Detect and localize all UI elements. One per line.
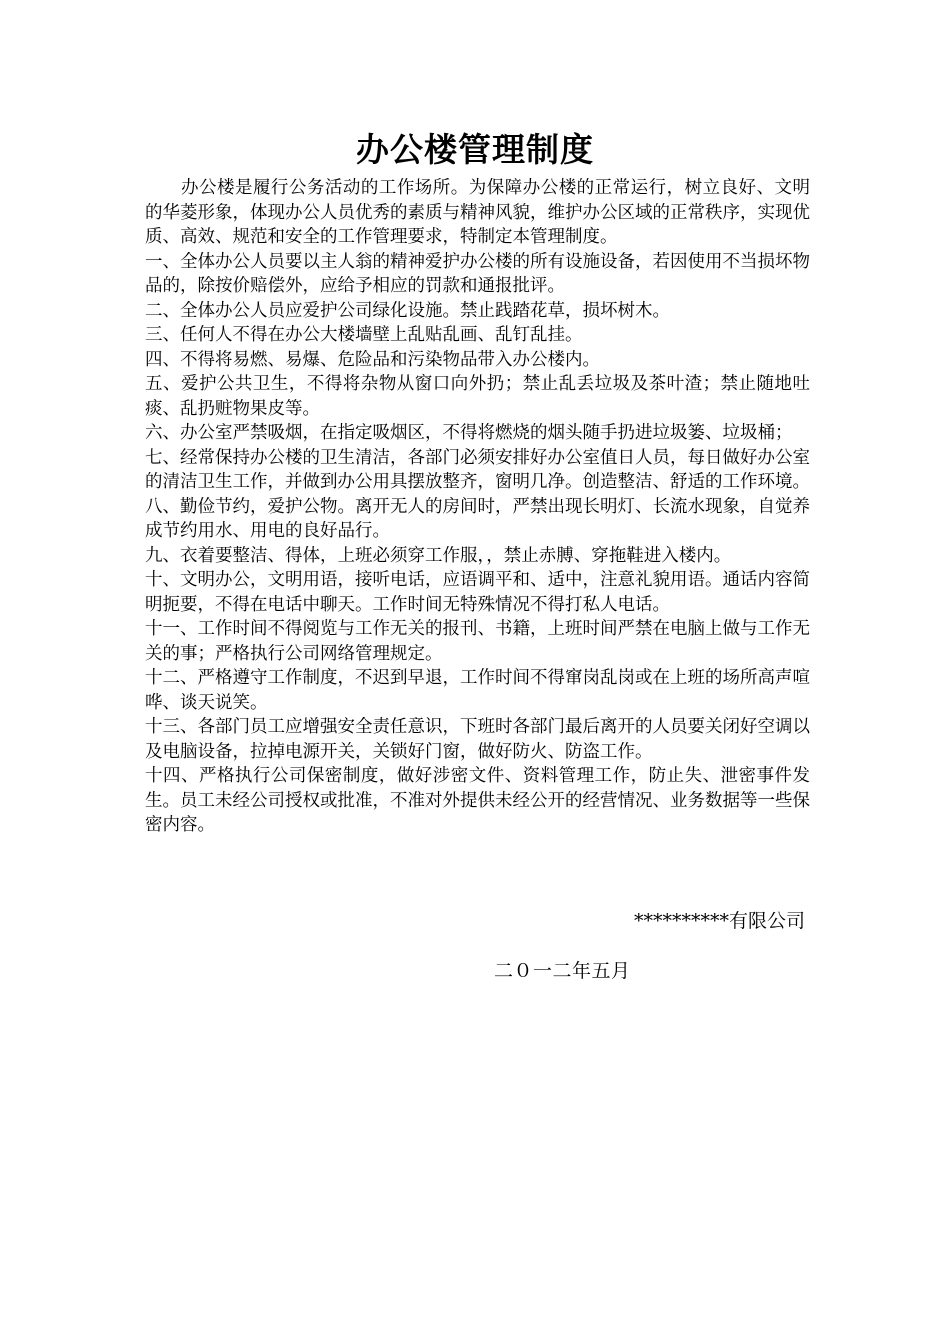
rule-paragraph: 五、爱护公共卫生，不得将杂物从窗口向外扔；禁止乱丢垃圾及茶叶渣；禁止随地吐痰、乱扔赃物果皮等。 [145, 374, 810, 419]
document-body [145, 176, 810, 838]
company-signature: **********有限公司 [633, 910, 805, 932]
rule-paragraph: 一、全体办公人员要以主人翁的精神爱护办公楼的所有设施设备，若因使用不当损坏物品的，除按价赔偿外，应给予相应的罚款和通报批评。 [145, 251, 810, 296]
rule-paragraph: 三、任何人不得在办公大楼墙壁上乱贴乱画、乱钉乱挂。 [145, 325, 583, 345]
rule-paragraph: 十二、严格遵守工作制度，不迟到早退，工作时间不得窜岗乱岗或在上班的场所高声喧哗、谈天说笑。 [145, 668, 810, 713]
rule-paragraph: 十、文明办公，文明用语，接听电话，应语调平和、适中，注意礼貌用语。通话内容简明扼要，不得在电话中聊天。工作时间无特殊情况不得打私人电话。 [145, 570, 810, 615]
rule-paragraph: 十四、严格执行公司保密制度，做好涉密文件、资料管理工作，防止失、泄密事件发生。员工未经公司授权或批准，不准对外提供未经公开的经营情况、业务数据等一些保密内容。 [145, 766, 810, 835]
rule-paragraph: 六、办公室严禁吸烟，在指定吸烟区，不得将燃烧的烟头随手扔进垃圾篓、垃圾桶； [145, 423, 793, 443]
rule-paragraph: 八、勤俭节约，爱护公物。离开无人的房间时，严禁出现长明灯、长流水现象，自觉养成节约用水、用电的良好品行。 [145, 496, 810, 541]
rule-paragraph: 七、经常保持办公楼的卫生清洁，各部门必须安排好办公室值日人员，每日做好办公室的清洁卫生工作，并做到办公用具摆放整齐，窗明几净。创造整洁、舒适的工作环境。 [145, 447, 810, 492]
rule-paragraph: 四、不得将易燃、易爆、危险品和污染物品带入办公楼内。 [145, 349, 600, 370]
rule-paragraph: 十一、工作时间不得阅览与工作无关的报刊、书籍，上班时间严禁在电脑上做与工作无关的事；严格执行公司网络管理规定。 [145, 619, 810, 664]
rule-paragraph: 九、衣着要整洁、得体，上班必须穿工作服，，禁止赤膊、穿拖鞋进入楼内。 [145, 545, 732, 566]
document-title: 办公楼管理制度 [356, 130, 594, 169]
document-date: 二０一二年五月 [494, 960, 631, 982]
intro-paragraph: 办公楼是履行公务活动的工作场所。为保障办公楼的正常运行，树立良好、文明的华菱形象，体现办公人员优秀的素质与精神风貌，维护办公区域的正常秩序，实现优质、高效、规范和安全的工作管理要求，特制定本管理制度。 [145, 178, 810, 247]
rule-paragraph: 二、全体办公人员应爱护公司绿化设施。禁止践踏花草，损坏树木。 [145, 300, 670, 321]
rule-paragraph: 十三、各部门员工应增强安全责任意识，下班时各部门最后离开的人员要关闭好空调以及电脑设备，拉掉电源开关，关锁好门窗，做好防火、防盗工作。 [145, 717, 810, 762]
